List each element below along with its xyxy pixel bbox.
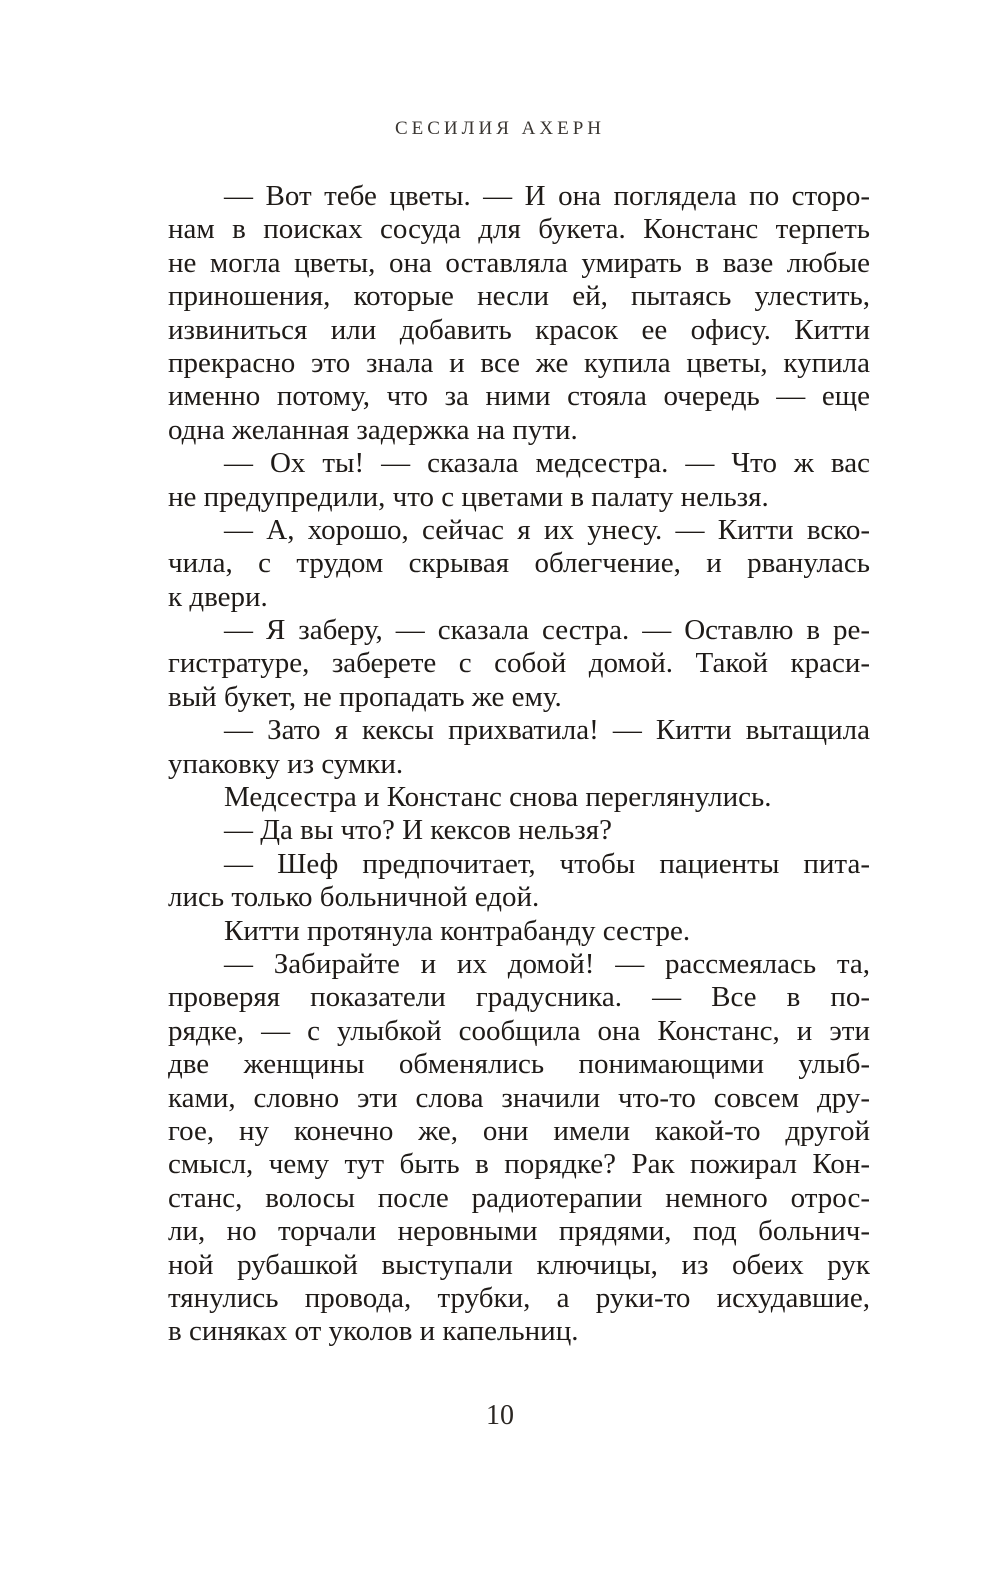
text-line: две женщины обменялись понимающими улыб- bbox=[168, 1048, 870, 1081]
text-line: ками, словно эти слова значили что-то совсем дру- bbox=[168, 1081, 870, 1114]
text-line: не предупредили, что с цветами в палату нельзя. bbox=[168, 480, 769, 513]
text-line: прекрасно это знала и все же купила цветы, купила bbox=[168, 346, 870, 379]
text-line: — Вот тебе цветы. — И она поглядела по сторо- bbox=[224, 180, 870, 212]
text-line: ли, но торчали неровными прядями, под больнич- bbox=[168, 1215, 870, 1248]
text-line: смысл, чему тут быть в порядке? Рак пожирал Кон- bbox=[168, 1148, 870, 1181]
body-text bbox=[168, 180, 870, 1349]
text-line: нам в поисках сосуда для букета. Констанс терпеть bbox=[168, 213, 870, 246]
text-line: извиниться или добавить красок ее офису. Китти bbox=[168, 313, 870, 346]
text-line: проверяя показатели градусника. — Все в по- bbox=[168, 981, 870, 1014]
text-line: не могла цветы, она оставляла умирать в вазе любые bbox=[168, 246, 870, 279]
text-line: одна желанная задержка на пути. bbox=[168, 413, 578, 446]
text-line: Медсестра и Констанс снова переглянулись. bbox=[224, 781, 772, 814]
text-line: — Забирайте и их домой! — рассмеялась та, bbox=[224, 947, 870, 980]
text-line: рядке, — с улыбкой сообщила она Констанс, и эти bbox=[168, 1014, 870, 1047]
text-line: к двери. bbox=[168, 580, 268, 613]
text-line: — Зато я кексы прихватила! — Китти вытащила bbox=[224, 714, 870, 747]
text-line: — Ох ты! — сказала медсестра. — Что ж вас bbox=[224, 447, 870, 480]
text-line: гое, ну конечно же, они имели какой-то другой bbox=[168, 1114, 870, 1147]
text-line: приношения, которые несли ей, пытаясь улестить, bbox=[168, 280, 870, 313]
text-line: лись только больничной едой. bbox=[168, 881, 540, 914]
page-number: 10 bbox=[486, 1400, 514, 1431]
text-line: Китти протянула контрабанду сестре. bbox=[224, 914, 691, 947]
running-head-author: СЕСИЛИЯ АХЕРН bbox=[394, 118, 606, 139]
text-line: — Да вы что? И кексов нельзя? bbox=[224, 814, 612, 847]
text-line: станс, волосы после радиотерапии немного отрос- bbox=[168, 1181, 870, 1214]
text-line: вый букет, не пропадать же ему. bbox=[168, 680, 562, 713]
text-line: чила, с трудом скрывая облегчение, и рванулась bbox=[168, 547, 870, 580]
text-line: ной рубашкой выступали ключицы, из обеих рук bbox=[168, 1248, 870, 1281]
text-line: упаковку из сумки. bbox=[168, 747, 404, 780]
text-line: — А, хорошо, сейчас я их унесу. — Китти вско- bbox=[224, 513, 870, 546]
text-line: — Шеф предпочитает, чтобы пациенты пита- bbox=[224, 847, 870, 880]
text-line: тянулись провода, трубки, а руки-то исхудавшие, bbox=[168, 1281, 870, 1314]
text-line: в синяках от уколов и капельниц. bbox=[168, 1315, 579, 1348]
text-line: — Я заберу, — сказала сестра. — Оставлю в ре- bbox=[224, 614, 870, 647]
text-line: именно потому, что за ними стояла очередь — еще bbox=[168, 380, 870, 413]
text-line: гистратуре, заберете с собой домой. Такой краси- bbox=[168, 647, 870, 680]
